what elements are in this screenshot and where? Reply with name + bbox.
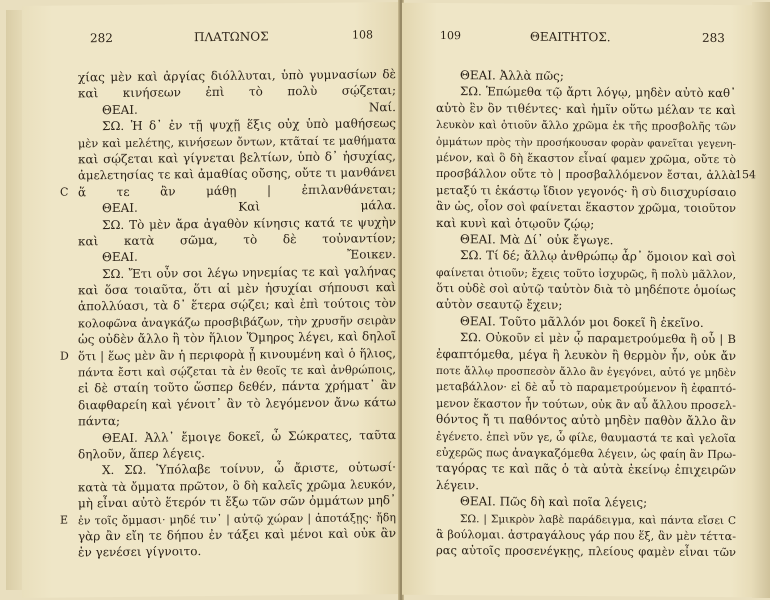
line-text: ΘΕΑΙ. Τοῦτο μᾶλλόν μοι δοκεῖ ἢ ἐκεῖνο. [460,314,704,330]
text-line [436,67,736,85]
line-text: ἐν γενέσει γίγνοιτο. [78,544,202,560]
line-text: μὲν καὶ μελέτης, κινήσεων ὄντων, κτᾶταί τε μαθήματα [78,133,396,150]
left-page [22,2,400,598]
text-line [436,264,736,282]
line-text: ὅτι οὐδὲ σοὶ αὐτῷ ταὐτὸν διὰ τὸ μηδέποτε ὁμοίως [436,281,736,298]
line-text: ΣΩ. | Σμικρὸν λαβὲ παράδειγμα, καὶ πάντα εἴσει C [460,512,736,527]
line-text: ΣΩ. Οὐκοῦν εἰ μὲν ᾧ παραμετρούμεθα ἢ οὗ | Β [460,330,736,347]
line-text: κατὰ τὰ ὄμματα πρῶτον, ὃ δὴ καλεῖς χρῶμα λευκόν, [78,476,396,495]
line-text: λευκὸν καὶ ὁτιοῦν ἄλλο χρῶμα ἐκ τῆς προσβολῆς τῶν [436,118,736,134]
line-text: εὐχερῶς πως ἀναγκαζόμεθα λέγειν, ὡς φαίη ἂν Πρω- [436,446,736,462]
left-stephanus-number: 108 [352,28,373,42]
line-text: ὡς οὐδὲν ἄλλο ἢ τὸν ἥλιον Ὅμηρος λέγει, καὶ δηλοῖ [78,329,396,347]
text-line [436,493,736,511]
line-text: ΣΩ. Ἔτι οὖν σοι λέγω νηνεμίας τε καὶ γαλήνας [102,263,396,281]
text-line [436,477,736,495]
right-page-header [402,29,752,51]
line-text: ἐν τοῖς ὄμμασι· μηδέ τιν᾽ | αὐτῷ χώραν | ἀποτάξῃς· ἤδη [78,510,396,527]
line-text: ΘΕΑΙ. Ἔοικεν. [102,247,396,265]
line-text: ΘΕΑΙ. Ἀλλὰ πῶς; [460,68,564,83]
line-text: διαφθαρείη καὶ γένοιτ᾽ ἂν τὸ λεγόμενον ἄνω κάτω [78,394,396,413]
line-text: ἀπολλύασι, τὰ δ᾽ ἕτερα σῴζει; καὶ ἐπὶ τούτοις τὸν [78,296,396,314]
line-text: ἅ τε ἂν μάθῃ | ἐπιλανθάνεται; [78,181,396,200]
text-line [436,346,736,364]
line-text: ΘΕΑΙ. Ἀλλ᾽ ἔμοιγε δοκεῖ, ὦ Σώκρατες, ταῦτα [102,427,396,445]
line-text: καὶ κινήσεων ἐπὶ τὸ πολὺ σῴζεται; [78,83,396,101]
line-text: δηλοῦν, ἅπερ λέγεις. [78,446,205,462]
line-text: καὶ ὅσα τοιαῦτα, ὅτι αἱ μὲν ἡσυχίαι σήπουσι καὶ [78,280,396,298]
text-line [436,149,736,167]
text-line [436,428,736,446]
right-page-text [436,67,756,561]
line-text: ΣΩ. Ἑπώμεθα τῷ ἄρτι λόγῳ, μηδὲν αὐτὸ καθ᾽ [460,84,736,101]
right-page [402,3,756,597]
text-line [436,198,736,216]
line-text: ποτε ἄλλῳ προσπεσὸν ἄλλο ἂν ἐγεγόνει, αὐτό γε μηδὲν [436,365,736,380]
right-stephanus-number: 109 [440,29,461,43]
line-text: μενον ἕκαστον ἦν τούτων, οὐκ ἂν αὖ ἄλλου προσελ- [436,396,736,412]
line-text: ἀμελετησίας τε καὶ ἀμαθίας οὔσης, οὔτε τι μανθάνει [78,165,396,183]
line-text: ἐγένετο. ἐπεὶ νῦν γε, ὦ φίλε, θαυμαστά τε καὶ γελοῖα [436,429,736,445]
text-line [436,133,736,151]
line-text: ΘΕΑΙ. Ναί. [102,99,396,117]
line-text: μεταβάλλον· εἰ δὲ αὖ τὸ παραμετρούμενον ἢ ἐφαπτό- [436,380,736,396]
text-line [436,378,736,396]
text-line [436,182,736,200]
line-text: κολοφῶνα ἀναγκάζω προσβιβάζων, τὴν χρυσῆν σειρὰν [78,313,396,331]
text-line [436,165,756,183]
text-line [436,411,736,429]
line-text: λέγειν. [436,477,480,493]
text-line [436,83,736,101]
text-line [436,542,736,560]
text-line [436,280,736,298]
text-line [436,329,736,347]
margin-section-marker: C [60,185,69,199]
line-text: θόντος ἤ τι παθόντος αὐτὸ μηδὲν παθὸν ἄλλο ἂν [436,412,736,429]
line-text: προσβάλλον οὔτε τὸ | προσβαλλόμενον ἔσται, ἀλλὰ [436,167,736,183]
left-page-header [22,28,400,52]
line-text: καὶ κυνὶ καὶ ὁτῳοῦν ζῴῳ; [436,215,595,231]
line-text: ἂν ὡς, οἷον σοὶ φαίνεται ἕκαστον χρῶμα, τοιοῦτον [436,199,736,216]
line-text: καὶ σῴζεται καὶ γίγνεται βελτίων, ὑπὸ δ᾽ ἡσυχίας, [78,149,396,167]
right-running-title: ΘΕΑΙΤΗΤΟΣ. [530,29,611,45]
line-text: ταγόρας τε καὶ πᾶς ὁ τὰ αὐτὰ ἐκείνῳ ἐπιχειρῶν [436,461,736,478]
text-line [436,231,736,249]
line-text: πάντα ἔστι καὶ σῴζεται τὰ ἐν θεοῖς τε καὶ ἀνθρώποις, [78,363,396,380]
left-running-title: ΠΛΑΤΩΝΟΣ [194,29,269,45]
line-text: χίας μὲν καὶ ἀργίας διόλλυται, ὑπὸ γυμνασίων δὲ [78,67,396,85]
line-text: μὴ εἶναι αὐτὸ ἕτερόν τι ἔξω τῶν σῶν ὀμμάτων μηδ᾽ [78,493,396,511]
line-text: ΣΩ. Τὸ μὲν ἄρα ἀγαθὸν κίνησις κατά τε ψυχὴν [102,214,396,232]
margin-section-marker: D [60,349,69,363]
line-text: φαίνεται ὁτιοῦν; ἔχεις τοῦτο ἰσχυρῶς, ἢ πολὺ μᾶλλον, [436,265,736,281]
left-page-text [60,66,396,561]
text-line [436,510,736,528]
line-text: καὶ κατὰ σῶμα, τὸ δὲ τοὐναντίον; [78,230,396,249]
line-text: ΘΕΑΙ. Καὶ μάλα. [102,198,396,216]
margin-stephanus-marker: 154 [735,168,756,182]
line-text: ἐφαπτόμεθα, μέγα ἢ λευκὸν ἢ θερμὸν ἦν, οὐκ ἄν [436,346,736,363]
line-text: ὅτι | ἕως μὲν ἂν ἡ περιφορὰ ᾖ κινουμένη καὶ ὁ ἥλιος, [78,345,396,364]
text-line [436,313,736,331]
line-text: ΣΩ. Τί δέ; ἄλλῳ ἀνθρώπῳ ἆρ᾽ ὅμοιον καὶ σοὶ [460,248,737,265]
text-line [436,444,736,462]
line-text: ὀμμάτων πρὸς τὴν προσήκουσαν φορὰν φανεῖται γεγενη- [436,135,736,150]
text-line [436,100,736,118]
line-text: αὐτὸν σεαυτῷ ἔχειν; [436,297,563,313]
line-text: ΘΕΑΙ. Πῶς δὴ καὶ ποῖα λέγεις; [460,494,648,510]
text-line [436,460,736,478]
text-line [78,541,396,561]
text-line [436,215,736,233]
line-text: ΘΕΑΙ. Μὰ Δί᾽ οὐκ ἔγωγε. [460,232,614,248]
line-text: εἰ δὲ σταίη τοῦτο ὥσπερ δεθέν, πάντα χρήματ᾽ ἂν [78,378,396,396]
line-text: πάντα; [78,414,121,429]
line-text: Χ. ΣΩ. Ὑπόλαβε τοίνυν, ὦ ἄριστε, οὑτωσί· [102,460,396,478]
text-line [436,395,736,413]
text-line [436,247,736,265]
line-text: ΣΩ. Ἡ δ᾽ ἐν τῇ ψυχῇ ἕξις οὐχ ὑπὸ μαθήσεως [102,116,396,134]
text-line [436,296,736,314]
left-page-number: 282 [90,31,113,46]
line-text: αὑτὸ ἓν ὂν τιθέντες· καὶ ἡμῖν οὕτω μέλαν τε καὶ [436,100,736,117]
line-text: μεταξύ τι ἑκάστῳ ἴδιον γεγονός· ἢ σὺ διισχυρίσαιο [436,182,737,199]
line-text: μένον, καὶ ὃ δὴ ἕκαστον εἶναί φαμεν χρῶμα, οὔτε τὸ [436,150,736,167]
margin-section-marker: E [60,513,69,527]
right-page-edges [752,2,770,598]
text-line [436,116,736,134]
line-text: ρας αὐτοῖς προσενέγκῃς, πλείους φαμὲν εἶναι τῶν [436,543,736,560]
right-page-number: 283 [702,30,725,46]
text-line [436,526,736,544]
line-text: ἃ βούλομαι. ἀστραγάλους γάρ που ἕξ, ἂν μὲν τέττα- [436,527,736,544]
line-text: γὰρ ἂν εἴη τε δήπου ἐν τάξει καὶ μένοι καὶ οὐκ ἂν [78,526,396,544]
text-line [436,362,736,380]
